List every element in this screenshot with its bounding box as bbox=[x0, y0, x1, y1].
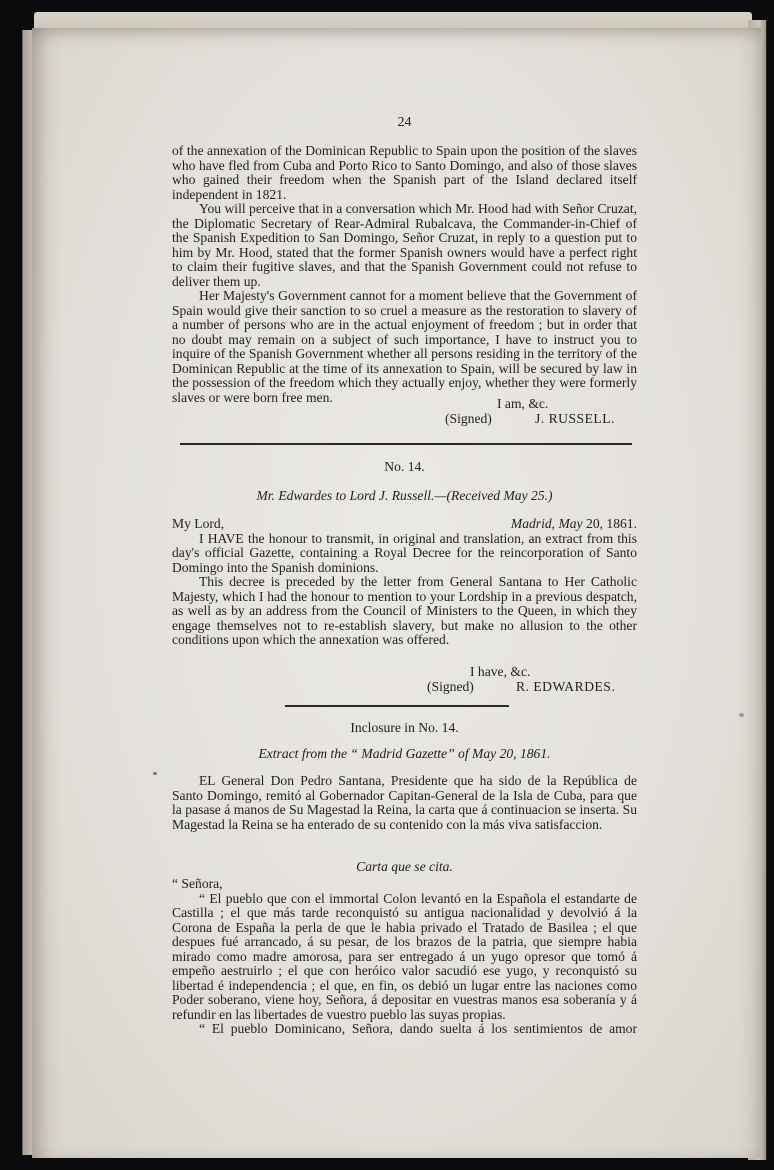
paragraph: of the annexation of the Dominican Republic to Spain upon the position of the slaves who have fled from Cuba and Porto Rico to Santo Domingo, and also of those slaves who gained their freedom when the Spanish part of the Island declared itself independent in 1821. bbox=[172, 143, 637, 202]
paragraph: I HAVE the honour to transmit, in original and translation, an extract from this day's official Gazette, containing a Royal Decree for the reincorporation of Santo Domingo into the Spanish dominions. bbox=[172, 530, 637, 575]
signature-block-edwardes bbox=[172, 665, 637, 695]
signatory: J. RUSSELL. bbox=[535, 411, 615, 426]
signature-block-russell bbox=[172, 397, 637, 427]
paragraph: This decree is preceded by the letter from General Santana to Her Catholic Majesty, which I had the honour to mention to your Lordship in a previous despatch, as well as by an address from the Council of Ministers to the Queen, in which they engage themselves not to re-establish slavery, but make no allusion to the other conditions upon which the annexation was offered. bbox=[172, 574, 637, 647]
despatch-heading: Mr. Edwardes to Lord J. Russell.—(Received May 25.) bbox=[256, 488, 553, 503]
signed-label: (Signed) bbox=[445, 411, 492, 426]
dateline: Madrid, May 20, 1861. bbox=[510, 516, 637, 531]
gazette-extract bbox=[172, 774, 637, 832]
letter-salutation: “ Señora, bbox=[172, 876, 223, 891]
closing: I am, &c. bbox=[497, 396, 549, 411]
signatory: R. EDWARDES. bbox=[516, 679, 616, 694]
section-divider bbox=[180, 443, 632, 445]
inclosure-subheading: Extract from the “ Madrid Gazette” of May 20, 1861. bbox=[258, 746, 551, 761]
letter-russell bbox=[172, 144, 637, 405]
ink-speck bbox=[739, 713, 744, 717]
paragraph: You will perceive that in a conversation which Mr. Hood had with Señor Cruzat, the Diplomatic Secretary of Rear-Admiral Rubalcava, the Commander-in-Chief of the Spanish Expedition to San Domingo, Señor Cruzat, in reply to a question put to him by Mr. Hood, stated that the former Spanish owners would have a perfect right to claim their fugitive slaves, and that the Spanish Government could not refuse to deliver them up. bbox=[172, 201, 637, 289]
letter-edwardes bbox=[172, 517, 637, 648]
signed-label: (Signed) bbox=[427, 679, 474, 694]
page-number: 24 bbox=[397, 115, 412, 130]
inclosure-heading: Inclosure in No. 14. bbox=[350, 720, 459, 735]
letter-title: Carta que se cita. bbox=[356, 859, 453, 874]
salutation: My Lord, bbox=[172, 516, 225, 531]
paragraph: Her Majesty's Government cannot for a moment believe that the Government of Spain would give their sanction to so cruel a measure as the restoration to slavery of a number of persons who are in the actual enjoyment of freedom ; but in order that no doubt may remain on a subject of such importance, I have to instruct you to inquire of the Spanish Government whether all persons residing in the territory of the Dominican Republic at the time of its annexation to Spain, will be secured by law in the possession of the freedom which they actually enjoy, whether they were formerly slaves or were born free men. bbox=[172, 288, 637, 405]
closing: I have, &c. bbox=[470, 664, 531, 679]
paragraph: EL General Don Pedro Santana, Presidente que ha sido de la República de Santo Domingo, remitó al Gobernador Capitan-General de la Isla de Cuba, para que la pasase á manos de Su Magestad la Reina, la carta que á continuacion se inserta. Su Magestad la Reina se ha enterado de su contenido con la más viva satisfaccion. bbox=[172, 773, 637, 832]
santana-letter bbox=[172, 877, 637, 1037]
salutation-line bbox=[172, 517, 637, 532]
paragraph: “ El pueblo Dominicano, Señora, dando suelta á los sentimientos de amor bbox=[199, 1021, 637, 1036]
ink-speck bbox=[153, 772, 157, 775]
section-divider-short bbox=[285, 705, 509, 707]
paragraph: “ El pueblo que con el immortal Colon levantó en la Española el estandarte de Castilla ; el que más tarde reconquistó su antigua nacionalidad y devolvió á la Corona de España la perla de que le habia privado el Tratado de Basilea ; el que despues fué arrancado, á su pesar, de los brazos de la patria, que siempre habia mirado como madre amorosa, para ser entregado á un yugo opresor que tomó á empeño aestruirlo ; el que con heróico valor sacudió ese yugo, y reconquistó su libertad é independencia ; el que, en fin, os debió un lugar entre las naciones como Poder soberano, viene hoy, Señora, á depositar en vuestras manos esa soberanía y á refundir en las libertades de vuestro pueblo las suyas propias. bbox=[172, 890, 637, 1022]
despatch-number: No. 14. bbox=[384, 459, 425, 474]
